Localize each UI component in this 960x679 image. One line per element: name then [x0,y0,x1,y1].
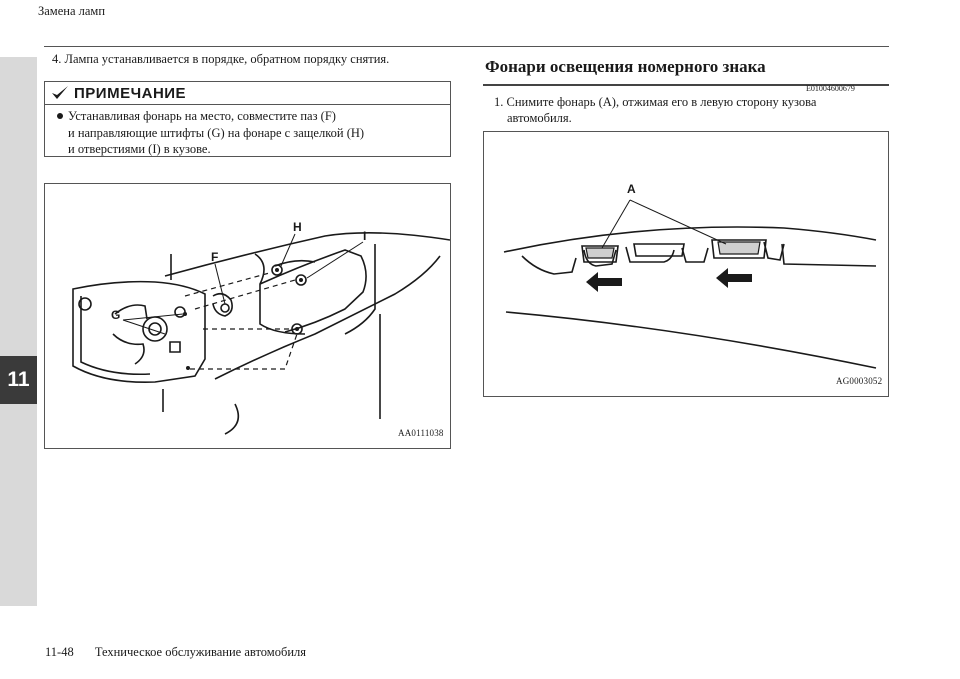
label-g: G [111,308,121,322]
check-icon [51,85,69,101]
bullet-icon [57,113,63,119]
step-1-text [494,94,874,126]
header-rule [44,46,889,47]
step-line: 1. Снимите фонарь (A), отжимая его в левую сторону кузова [494,95,817,109]
note-title: ПРИМЕЧАНИЕ [74,84,187,102]
note-box [44,81,451,157]
running-head: Замена ламп [38,4,106,18]
chapter-tab: 11 [0,356,37,404]
figure-lamp-installation [44,183,451,449]
label-i: I [363,229,367,243]
label-h: H [293,220,302,234]
section-title: Фонари освещения номерного знака [485,57,766,76]
page-footer [45,645,306,660]
note-line: и отверстиями (I) в кузове. [68,142,211,156]
figure-code: AA0111038 [398,428,444,438]
step-4-text: 4. Лампа устанавливается в порядке, обратном порядку снятия. [52,52,390,66]
note-line: Устанавливая фонарь на место, совместите паз (F) [68,109,336,123]
license-lamp-drawing [484,132,889,397]
label-f: F [211,250,219,264]
note-header [45,82,450,105]
step-line: автомобиля. [507,111,572,125]
figure-code: AG0003052 [836,376,883,386]
lamp-installation-drawing [45,184,451,449]
label-a: A [627,182,636,196]
footer-title: Техническое обслуживание автомобиля [94,645,306,659]
figure-license-lamp-removal [483,131,889,397]
page-number: 11-48 [45,645,74,659]
section-code: E01004600679 [806,84,855,93]
chapter-side-strip [0,57,37,606]
note-line: и направляющие штифты (G) на фонаре с защелкой (H) [68,125,365,140]
note-body [45,105,450,158]
